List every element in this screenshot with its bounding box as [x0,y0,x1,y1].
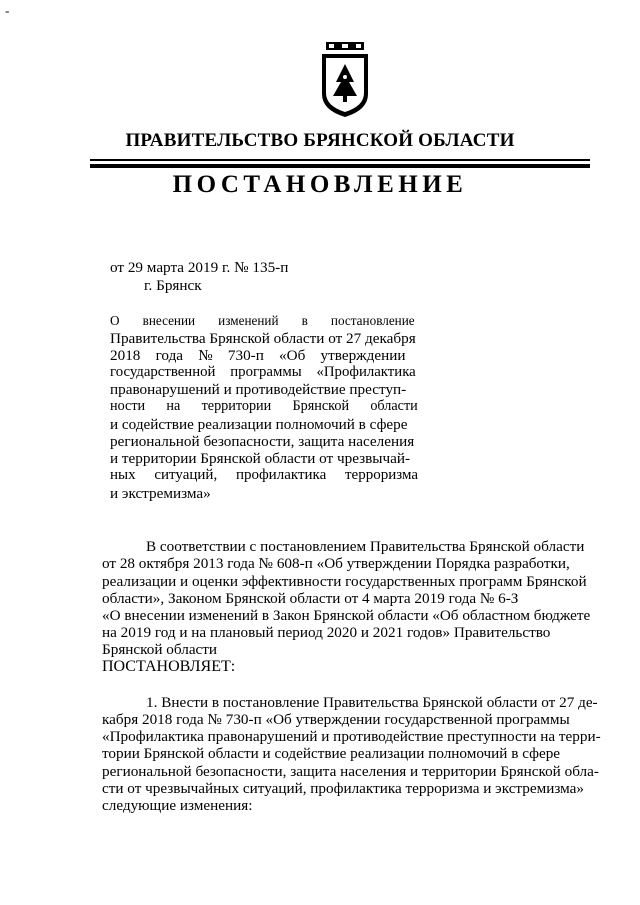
subject-line: и содействие реализации полномочий в сфере [110,416,408,433]
coat-of-arms-emblem [316,42,374,118]
preamble-line: от 28 октября 2013 года № 608-п «Об утверждении Порядка разработки, [102,555,570,572]
header-rule-thin [90,159,590,161]
subject-line: ных ситуаций, профилактика терроризма [110,467,418,483]
subject-line: региональной безопасности, защита населения [110,433,415,450]
subject-line: Правительства Брянской области от 27 декабря [110,330,416,347]
subject-line: государственной программы «Профилактика [110,364,416,380]
resolve-word: ПОСТАНОВЛЯЕТ: [102,658,236,675]
preamble-line: «О внесении изменений в Закон Брянской области «Об областном бюджете [102,607,591,624]
subject-line: 2018 года № 730-п «Об утверждении [110,347,406,364]
preamble-line: области», Законом Брянской области от 4 марта 2019 года № 6-З [102,590,519,607]
item-line: региональной безопасности, защита населения и территории Брянской обла- [102,763,599,780]
city: г. Брянск [144,277,202,294]
item-line: 1. Внести в постановление Правительства Брянской области от 27 де- [146,694,598,711]
document-type-title: ПОСТАНОВЛЕНИЕ [172,171,468,198]
preamble-line: В соответствии с постановлением Правительства Брянской области [146,538,585,555]
item-line: «Профилактика правонарушений и противодействие преступности на терри- [102,728,601,745]
subject-line: и экстремизма» [110,485,211,502]
preamble-line: реализации и оценки эффективности государственных программ Брянской [102,573,587,590]
page-mark: - [5,3,10,18]
preamble-line: на 2019 год и на плановый период 2020 и 2021 годов» Правительство [102,624,551,641]
header-rule-thick [90,164,590,168]
subject-line: и территории Брянской области от чрезвычай- [110,450,411,467]
preamble-line: Брянской области [102,641,218,658]
subject-line: О внесении изменений в постановление [110,313,415,328]
subject-line: ности на территории Брянской области [110,398,418,414]
item-line: кабря 2018 года № 730-п «Об утверждении государственной программы [102,711,570,728]
date-number: от 29 марта 2019 г. № 135-п [110,259,289,276]
item-line: сти от чрезвычайных ситуаций, профилактика терроризма и экстремизма» [102,780,584,797]
organization-title: ПРАВИТЕЛЬСТВО БРЯНСКОЙ ОБЛАСТИ [125,130,515,151]
item-line: следующие изменения: [102,797,253,814]
item-line: тории Брянской области и содействие реализации полномочий в сфере [102,745,561,762]
subject-line: правонарушений и противодействие преступ- [110,381,407,398]
